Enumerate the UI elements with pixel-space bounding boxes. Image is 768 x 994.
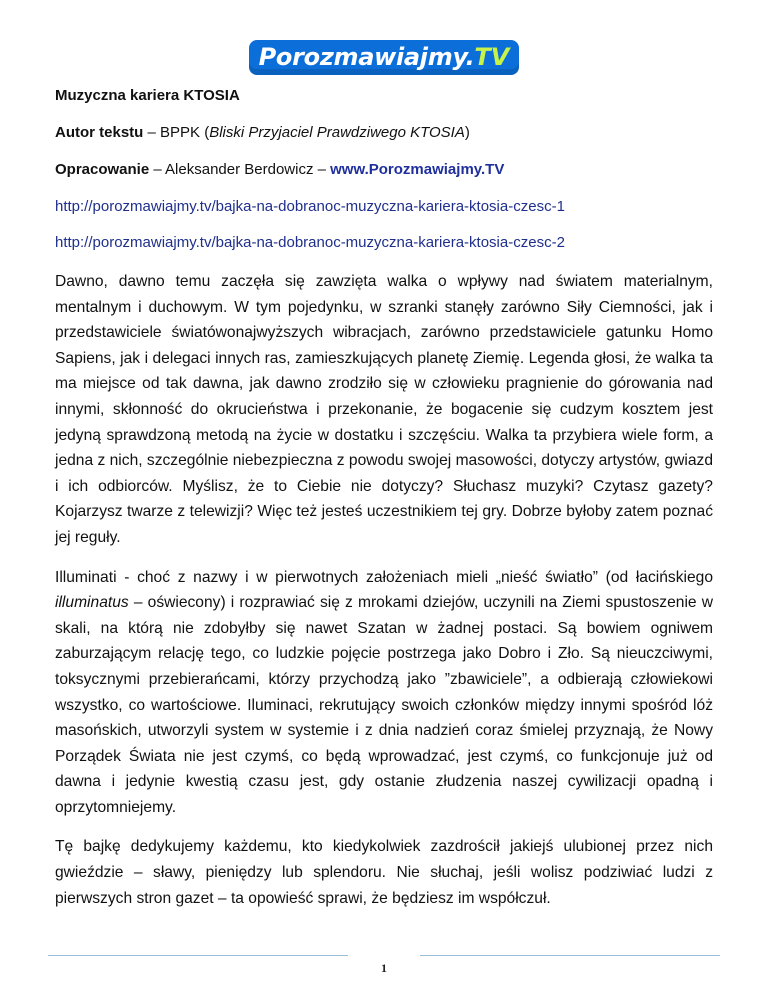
logo-main-text: Porozmawiajmy. xyxy=(258,43,475,71)
url-link-part-1[interactable]: http://porozmawiajmy.tv/bajka-na-dobranoc-muzyczna-kariera-ktosia-czesc-1 xyxy=(55,198,565,215)
paragraph-2 xyxy=(55,565,713,821)
logo-container xyxy=(0,40,768,75)
author-line xyxy=(55,123,713,143)
footer-divider-right xyxy=(420,955,720,956)
author-label: Autor tekstu xyxy=(55,124,144,141)
porozmawiajmy-logo[interactable] xyxy=(249,40,520,75)
url-link-part-2[interactable]: http://porozmawiajmy.tv/bajka-na-dobranoc-muzyczna-kariera-ktosia-czesc-2 xyxy=(55,234,565,251)
author-value: BPPK ( xyxy=(160,124,210,141)
site-link[interactable]: www.Porozmawiajmy.TV xyxy=(330,161,505,178)
paragraph-2-italic: illuminatus xyxy=(55,594,129,612)
logo-tld-text: TV xyxy=(474,43,510,71)
author-close: ) xyxy=(464,124,470,141)
paragraph-2-start: Illuminati - choć z nazwy i w pierwotnych założeniach mieli „nieść światło” (od łacińskiego xyxy=(55,568,713,586)
author-separator: – xyxy=(143,124,161,141)
document-body xyxy=(55,86,713,925)
page-number: 1 xyxy=(381,961,387,975)
paragraph-1: Dawno, dawno temu zaczęła się zawzięta walka o wpływy nad światem materialnym, mentalnym i duchowym. W tym pojedynku, w szranki stanęły zarówno Siły Ciemności, jak i przedstawiciele światówonajwyższych wibracjach, zarówno przedstawiciele gatunku Homo Sapiens, jak i delegaci innych ras, zamieszkujących planetę Ziemię. Legenda głosi, że walka ta ma miejsce od tak dawna, jak dawno zrodziło się w człowieku pragnienie do górowania nad innymi, skłonność do okrucieństwa i przekonanie, że bogacenie się cudzym kosztem jest jedyną sprawdzoną metodą na życie w dostatku i szczęściu. Walka ta przybiera wiele form, a jedna z nich, szczególnie niebezpieczna z powodu swojej masowości, dotyczy artystów, gwiazd i ich odbiorców. Myślisz, że to Ciebie nie dotyczy? Słuchasz muzyki? Czytasz gazety? Kojarzysz twarze z telewizji? Więc też jesteś uczestnikiem tej gry. Dobrze byłoby zatem poznać jej reguły. xyxy=(55,273,713,546)
preparation-line xyxy=(55,160,713,180)
preparation-value: – Aleksander Berdowicz – xyxy=(149,161,331,178)
paragraph-2-end: – oświecony) i rozprawiać się z mrokami dziejów, uczynili na Ziemi spustoszenie w skali, na którą nie zdobyłby się nawet Szatan w żadnej postaci. Są bowiem ogniwem zaburzającym relację tego, co ludzkie pojęcie postrzega jako Dobro i Zło. Są nieuczciwymi, toksycznymi przebierańcami, którzy przychodzą jako ”zbawiciele”, a odbierają człowiekowi wszystko, co wartościowe. Iluminaci, rekrutujący swoich członków między innymi spośród lóż masońskich, utworzyli system w systemie i z dnia nadzień coraz śmielej przyznają, że Nowy Porządek Świata nie jest czymś, co będą wprowadzać, jest czymś, co funkcjonuje już od dawna i jedynie kwestią czasu jest, gdy ostanie złudzenia naszej cywilizacji opadną i oprzytomniejemy. xyxy=(55,594,713,816)
footer-divider-left xyxy=(48,955,348,956)
paragraph-3: Tę bajkę dedykujemy każdemu, kto kiedykolwiek zazdrościł jakiejś ulubionej przez nich gwieździe – sławy, pieniędzy lub splendoru. Nie słuchaj, jeśli wolisz podziwiać ludzi z pierwszych stron gazet – ta opowieść sprawi, że będziesz im współczuł. xyxy=(55,838,713,907)
author-italic: Bliski Przyjaciel Prawdziwego KTOSIA xyxy=(209,124,465,141)
title-text: Muzyczna kariera KTOSIA xyxy=(55,87,240,104)
document-title xyxy=(55,86,713,106)
preparation-label: Opracowanie xyxy=(55,161,150,178)
